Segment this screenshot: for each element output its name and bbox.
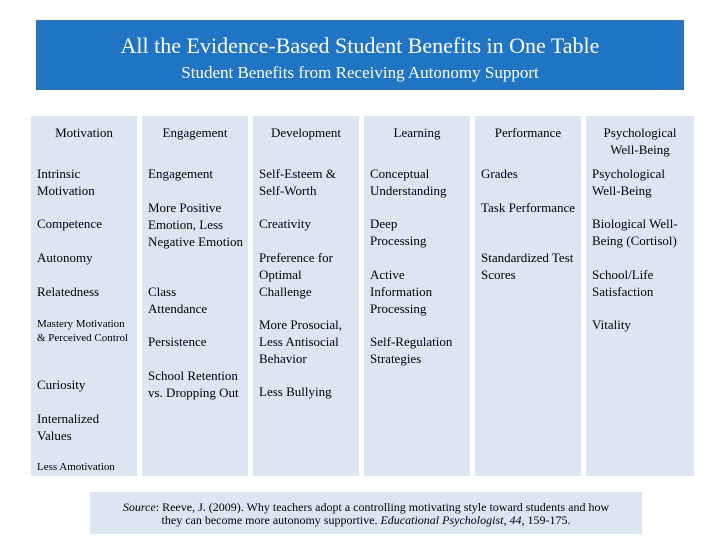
list-item: Conceptual Understanding bbox=[370, 166, 447, 198]
header-performance: Performance bbox=[494, 125, 562, 140]
list-item: Competence bbox=[37, 216, 102, 231]
list-item: Class Attendance bbox=[148, 284, 208, 316]
header-development: Development bbox=[270, 125, 342, 140]
list-item: Biological Well-Being (Cortisol) bbox=[592, 216, 678, 248]
list-item: Psychological Well-Being bbox=[592, 166, 665, 198]
list-item: School/Life Satisfaction bbox=[592, 267, 654, 299]
list-item: Engagement bbox=[148, 166, 213, 181]
citation-pages: , 159-175. bbox=[521, 513, 571, 527]
list-item: Relatedness bbox=[37, 284, 100, 299]
citation-text-1: : Reeve, J. (2009). Why teachers adopt a controlling motivating style toward students and how bbox=[155, 500, 610, 514]
list-item: Standardized Test Scores bbox=[481, 250, 574, 282]
title-banner bbox=[36, 20, 684, 90]
list-item: Less Bullying bbox=[259, 384, 332, 399]
list-item: Preference for Optimal Challenge bbox=[259, 250, 333, 299]
list-item: School Retention vs. Dropping Out bbox=[148, 368, 239, 400]
citation-text-2: they can become more autonomy supportive. bbox=[161, 513, 381, 527]
header-wellbeing: Psychological Well-Being bbox=[603, 125, 677, 157]
source-label: Source bbox=[122, 500, 156, 514]
list-item: Grades bbox=[481, 166, 518, 181]
page-title: All the Evidence-Based Student Benefits in One Table bbox=[120, 33, 600, 58]
list-item: More Positive Emotion, Less Negative Emotion bbox=[148, 200, 243, 249]
list-item: Vitality bbox=[592, 317, 631, 332]
journal-name: Educational Psychologist, 44 bbox=[380, 513, 522, 527]
list-item: Less Amotivation bbox=[37, 461, 115, 473]
list-item: Self-Regulation Strategies bbox=[370, 334, 453, 366]
header-learning: Learning bbox=[393, 125, 441, 140]
list-item: Deep Processing bbox=[370, 216, 427, 248]
header-motivation: Motivation bbox=[55, 125, 113, 140]
citation-line-2 bbox=[90, 514, 642, 527]
list-item: Curiosity bbox=[37, 377, 86, 392]
list-item: Active Information Processing bbox=[370, 267, 433, 316]
list-item: Creativity bbox=[259, 216, 311, 231]
source-citation bbox=[90, 492, 642, 534]
page-subtitle: Student Benefits from Receiving Autonomy Support bbox=[181, 63, 539, 82]
list-item: Autonomy bbox=[37, 250, 93, 265]
list-item: Mastery Motivation & Perceived Control bbox=[37, 318, 129, 344]
list-item: Internalized Values bbox=[37, 411, 100, 443]
list-item: Persistence bbox=[148, 334, 207, 349]
list-item: Intrinsic Motivation bbox=[37, 166, 95, 198]
list-item: Task Performance bbox=[481, 200, 576, 215]
list-item: More Prosocial, Less Antisocial Behavior bbox=[259, 317, 343, 366]
header-engagement: Engagement bbox=[162, 125, 228, 140]
list-item: Self-Esteem & Self-Worth bbox=[259, 166, 336, 198]
